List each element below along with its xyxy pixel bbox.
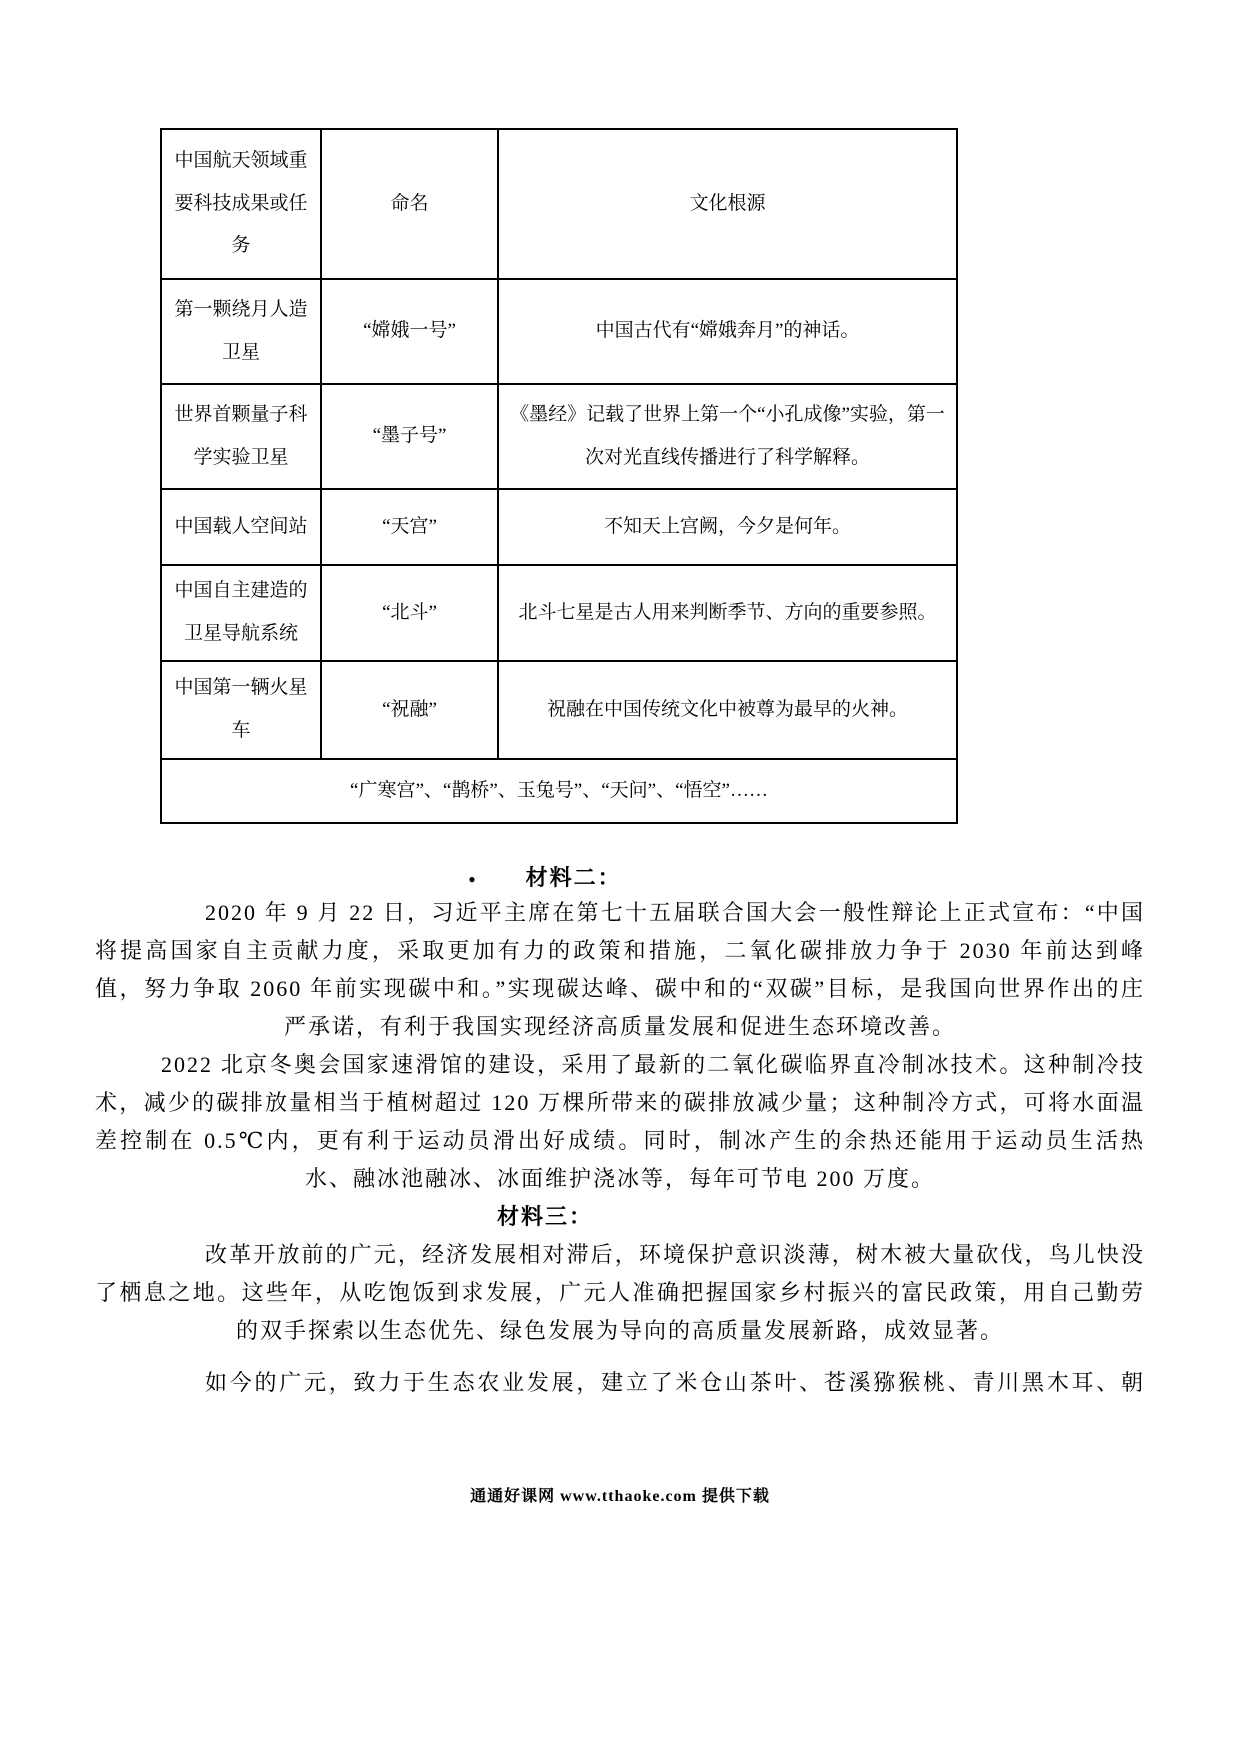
table-row <box>161 279 957 384</box>
cell-achievement: 中国载人空间站 <box>161 489 321 565</box>
cell-origin: 《墨经》记载了世界上第一个“小孔成像”实验，第一次对光直线传播进行了科学解释。 <box>498 384 957 489</box>
table-footer-row <box>161 759 957 823</box>
cell-name: “北斗” <box>321 565 498 661</box>
cell-name: “天宫” <box>321 489 498 565</box>
cell-origin: 中国古代有“嫦娥奔月”的神话。 <box>498 279 957 384</box>
header-cell-origin: 文化根源 <box>498 129 957 279</box>
material2-label: 材料二： <box>525 865 622 890</box>
cell-origin: 北斗七星是古人用来判断季节、方向的重要参照。 <box>498 565 957 661</box>
cell-achievement: 中国自主建造的卫星导航系统 <box>161 565 321 661</box>
materials-section <box>95 856 1145 1402</box>
cell-name: “祝融” <box>321 661 498 759</box>
material3-label: 材料三： <box>496 1204 593 1229</box>
material3-paragraph-2: 如今的广元，致力于生态农业发展，建立了米仓山茶叶、苍溪猕猴桃、青川黑木耳、朝 <box>205 1370 1145 1395</box>
material3-heading <box>95 1198 1145 1236</box>
cell-name: “墨子号” <box>321 384 498 489</box>
cell-achievement: 中国第一辆火星车 <box>161 661 321 759</box>
other-names-cell: “广寒宫”、“鹊桥”、玉兔号”、“天问”、“悟空”…… <box>161 759 957 823</box>
table-row <box>161 384 957 489</box>
header-cell-name: 命名 <box>321 129 498 279</box>
header-cell-achievement: 中国航天领域重要科技成果或任务 <box>161 129 321 279</box>
material2-heading <box>95 856 1145 894</box>
bullet-icon: ● <box>468 872 478 886</box>
download-footer: 通通好课网 www.tthaoke.com 提供下载 <box>470 1488 770 1505</box>
cell-achievement: 第一颗绕月人造卫星 <box>161 279 321 384</box>
material2-paragraph-1: 2020 年 9 月 22 日，习近平主席在第七十五届联合国大会一般性辩论上正式宣布：“中国将提高国家自主贡献力度，采取更加有力的政策和措施，二氧化碳排放力争于 2030 年前达到峰值，努力争取 2060 年前实现碳中和。”实现碳达峰、碳中和的“双碳”目标，是我国向世界作出的庄严承诺，有利于我国实现经济高质量发展和促进生态环境改善。 <box>95 900 1145 1039</box>
table-row <box>161 661 957 759</box>
cell-origin: 祝融在中国传统文化中被尊为最早的火神。 <box>498 661 957 759</box>
material3-paragraph-1: 改革开放前的广元，经济发展相对滞后，环境保护意识淡薄，树木被大量砍伐，鸟儿快没了栖息之地。这些年，从吃饱饭到求发展，广元人准确把握国家乡村振兴的富民政策，用自己勤劳的双手探索以生态优先、绿色发展为导向的高质量发展新路，成效显著。 <box>95 1242 1145 1343</box>
cell-achievement: 世界首颗量子科学实验卫星 <box>161 384 321 489</box>
cell-name: “嫦娥一号” <box>321 279 498 384</box>
table-row <box>161 565 957 661</box>
material2-paragraph-2: 2022 北京冬奥会国家速滑馆的建设，采用了最新的二氧化碳临界直冷制冰技术。这种制冷技术，减少的碳排放量相当于植树超过 120 万棵所带来的碳排放减少量；这种制冷方式，可将水面温差控制在 0.5℃内，更有利于运动员滑出好成绩。同时，制冰产生的余热还能用于运动员生活热水、融冰池融冰、冰面维护浇冰等，每年可节电 200 万度。 <box>95 1052 1145 1191</box>
space-achievements-table <box>160 128 958 824</box>
cell-origin: 不知天上宫阙，今夕是何年。 <box>498 489 957 565</box>
table-header-row <box>161 129 957 279</box>
table-row <box>161 489 957 565</box>
